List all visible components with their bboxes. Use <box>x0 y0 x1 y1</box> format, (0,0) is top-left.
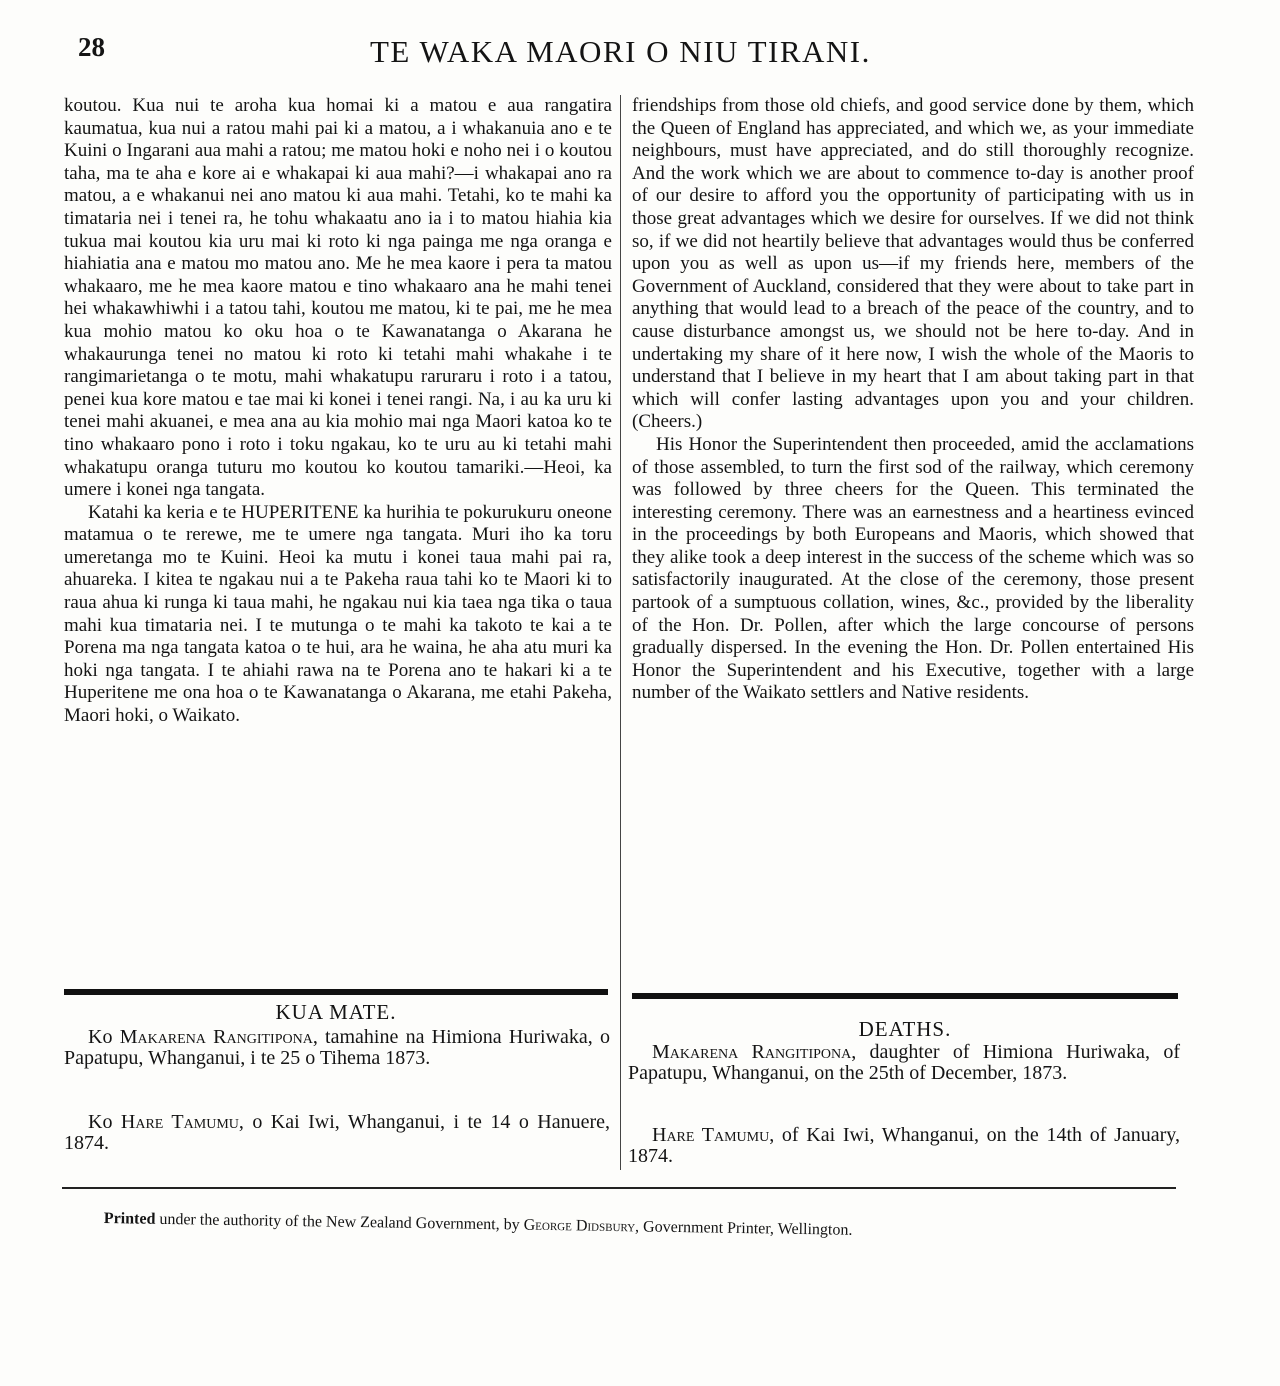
deceased-name: Hare Tamumu <box>652 1124 770 1146</box>
notice-text: , daughter of Himiona Huriwaka, of Papatupu, Whanganui, on the 25th of December, 1873. <box>628 1041 1180 1084</box>
deaths-heading: DEATHS. <box>858 1017 952 1041</box>
kua-mate-notice-1 <box>64 1027 610 1069</box>
section-rule-right <box>632 993 1178 999</box>
right-column <box>632 95 1194 705</box>
footer-rule <box>62 1187 1176 1189</box>
notice-text: , o Kai Iwi, Whanganui, i te 14 o Hanuere, 1874. <box>64 1111 611 1154</box>
notice-text: , tamahine na Himiona Huriwaka, o Papatupu, Whanganui, i te 25 o Tihema 1873. <box>64 1026 610 1069</box>
notice-prefix: Ko <box>88 1026 120 1048</box>
page-number: 28 <box>78 32 105 62</box>
deceased-name: Makarena Rangitipona <box>119 1026 313 1048</box>
deceased-name: Makarena Rangitipona <box>652 1041 852 1063</box>
imprint-text: under the authority of the New Zealand Government, by <box>155 1210 524 1234</box>
deaths-notice-2 <box>628 1125 1180 1167</box>
left-column <box>64 95 612 728</box>
deceased-name: Hare Tamumu <box>120 1111 239 1133</box>
section-rule-left <box>64 989 608 995</box>
left-paragraph-2: Katahi ka keria e te HUPERITENE ka hurihia te pokurukuru oneone matamua o te rerewe, me te umere nga tangata. Muri iho ka toru umeretanga mo te Kuini. Heoi ka mutu i konei taua mahi pai ra, ahuareka. I kitea te ngakau nui a te Pakeha raua tahi ko te Maori ki to raua ahua ki runga ki taua mahi, he ngakau nui kia taea nga tika o taua mahi kua timataria nei. I te mutunga o te mahi ka takoto te kai a te Porena ma nga tangata katoa o te hui, ara he waina, he aha atu muri ka hoki nga tangata. I te ahiahi rawa na te Porena ano te hakari ki a te Huperitene me ona hoa o te Kawanatanga o Akarana, me etahi Pakeha, Maori hoki, o Waikato. <box>64 501 612 727</box>
kua-mate-heading: KUA MATE. <box>275 1000 397 1024</box>
right-paragraph-1: friendships from those old chiefs, and good service done by them, which the Queen of England has appreciated, and which we, as your immediate neighbours, must have appreciated, and do still thoroughly recognize. And the work which we are about to commence to-day is another proof of our desire to afford you the opportunity of participating with us in those great advantages which we desire for ourselves. If we did not think so, if we did not heartily believe that advantages would thus be conferred upon you as well as upon us—if my friends here, members of the Government of Auckland, considered that they were about to take part in anything that would lead to a breach of the peace of the country, and to cause disturbance amongst us, we should not be here to-day. And in undertaking my share of it here now, I wish the whole of the Maoris to understand that I believe in my heart that I am about taking part in that which will confer lasting advantages upon you and your children. (Cheers.) <box>632 95 1194 433</box>
column-divider <box>620 95 621 1170</box>
deaths-notice-1 <box>628 1042 1180 1084</box>
imprint-lead: Printed <box>103 1210 156 1228</box>
notice-text: , of Kai Iwi, Whanganui, on the 14th of January, 1874. <box>628 1124 1180 1167</box>
printer-name: George Didsbury <box>523 1216 636 1236</box>
notice-prefix: Ko <box>88 1111 121 1133</box>
kua-mate-notice-2 <box>64 1112 610 1154</box>
right-paragraph-2: His Honor the Superintendent then proceeded, amid the acclamations of those assembled, to turn the first sod of the railway, which ceremony was followed by three cheers for the Queen. This terminated the interesting ceremony. There was an earnestness and a heartiness evinced in the proceedings by both Europeans and Maoris, which showed that they alike took a deep interest in the success of the scheme which was so satisfactorily inaugurated. At the close of the ceremony, those present partook of a sumptuous collation, wines, &c., provided by the liberality of the Hon. Dr. Pollen, after which the large concourse of persons gradually dispersed. In the evening the Hon. Dr. Pollen entertained His Honor the Superintendent and his Executive, together with a large number of the Waikato settlers and Native residents. <box>632 433 1194 704</box>
left-paragraph-1: koutou. Kua nui te aroha kua homai ki a matou e aua rangatira kaumatua, kua nui a ratou mahi pai ki a matou, a i whakanuia ano e te Kuini o Ingarani aua mahi a ratou; me matou hoki e noho nei i o koutou taha, ma te aha e kore ai e whakapai ki aua mahi?—i whakapai ano ra matou, a e whakanui nei ano matou ki aua mahi. Tetahi, ko te mahi ka timataria nei i tenei ra, he tohu whakaatu ano ia i to matou hiahia kia tukua mai koutou kia uru mai ki roto ki nga painga me nga oranga e hiahiatia ana e matou mo matou ano. Me he mea kaore i pera ta matou whakaaro, me he mea kaore matou e tino whakaaro ana he mahi tenei hei whakawhiwhi i a tatou tahi, koutou me matou, ki te pai, me he mea kua mohio matou ko oku hoa o te Kawanatanga o Akarana he whakaurunga tenei no matou ki roto ki tetahi mahi whakahe i te rangimarietanga o te motu, mahi whakatupu raruraru i roto i a tatou, penei kua kore matou e tae mai ki konei i tenei rangi. Na, i au ka uru ki tenei mahi akuanei, e mea ana au kia mohio mai nga Maori katoa ko te tino whakaaro pono i roto i toku ngakau, ko te uru au ki tetahi mahi whakatupu oranga tuturu mo koutou ko koutou tamariki.—Heoi, ka umere i konei nga tangata. <box>64 95 612 501</box>
printer-imprint <box>104 1210 1164 1245</box>
imprint-text-end: , Government Printer, Wellington. <box>634 1218 853 1239</box>
masthead-title: TE WAKA MAORI O NIU TIRANI. <box>370 34 871 69</box>
